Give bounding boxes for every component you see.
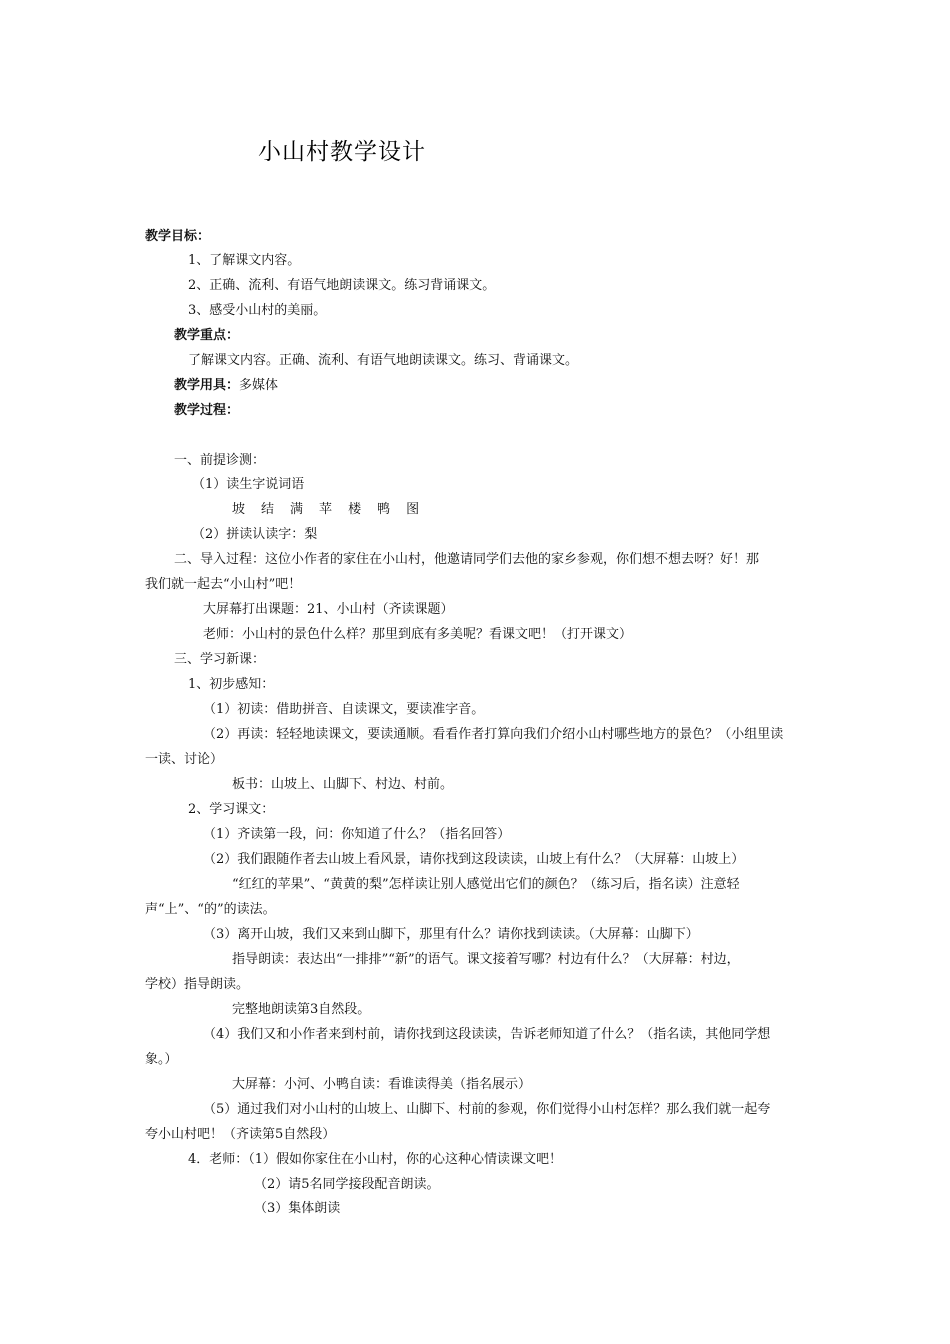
section-heading: 三、学习新课： bbox=[174, 652, 266, 667]
step-line: （1）读生字说词语 bbox=[192, 477, 305, 492]
step-line: （2）拼读认读字：梨 bbox=[192, 527, 318, 542]
objectives-heading: 教学目标： bbox=[145, 229, 211, 244]
step-line: 4．老师：（1）假如你家住在小山村，你的心这种心情读课文吧！ bbox=[188, 1152, 563, 1167]
section-heading: 二、导入过程：这位小作者的家住在小山村，他邀请同学们去他的家乡参观，你们想不想去呀？好！那 bbox=[174, 552, 760, 567]
objective-item: 2、正确、流利、有语气地朗读课文。练习背诵课文。 bbox=[188, 278, 496, 293]
character: 满 bbox=[290, 502, 304, 517]
tools-line bbox=[174, 377, 278, 395]
step-line: （4）我们又和小作者来到村前，请你找到这段读读，告诉老师知道了什么？（指名读，其他同学想 bbox=[203, 1027, 771, 1042]
character: 结 bbox=[261, 502, 275, 517]
objective-item: 3、感受小山村的美丽。 bbox=[188, 303, 327, 318]
section-heading: 一、前提诊测： bbox=[174, 453, 266, 468]
board-note: 板书：山坡上、山脚下、村边、村前。 bbox=[232, 777, 454, 792]
document-title: 小山村教学设计 bbox=[258, 139, 426, 165]
character: 图 bbox=[406, 502, 420, 517]
key-points-heading: 教学重点： bbox=[174, 328, 240, 343]
paragraph-line: “红红的苹果”、“黄黄的梨”怎样读让别人感觉出它们的颜色？（练习后，指名读）注意轻 bbox=[232, 877, 740, 892]
step-line: （1）齐读第一段，问：你知道了什么？（指名回答） bbox=[203, 827, 511, 842]
paragraph-line: 象。） bbox=[145, 1052, 178, 1067]
character: 楼 bbox=[348, 502, 362, 517]
step-line: （5）通过我们对小山村的山坡上、山脚下、村前的参观，你们觉得小山村怎样？那么我们就一起夸 bbox=[203, 1102, 771, 1117]
tools-heading: 教学用具： bbox=[174, 378, 240, 393]
step-line: （3）离开山坡，我们又来到山脚下，那里有什么？请你找到读读。（大屏幕：山脚下） bbox=[203, 927, 699, 942]
paragraph-line: 学校）指导朗读。 bbox=[145, 977, 250, 992]
new-characters bbox=[232, 501, 435, 519]
paragraph-line: 完整地朗读第3自然段。 bbox=[232, 1002, 371, 1017]
character: 鸭 bbox=[377, 502, 391, 517]
paragraph-line: 大屏幕：小河、小鸭自读：看谁读得美（指名展示） bbox=[232, 1077, 532, 1092]
character: 苹 bbox=[319, 502, 333, 517]
step-line: （2）再读：轻轻地读课文，要读通顺。看看作者打算向我们介绍小山村哪些地方的景色？（小组里读 bbox=[203, 727, 784, 742]
paragraph-line: 老师：小山村的景色什么样？那里到底有多美呢？看课文吧！（打开课文） bbox=[203, 627, 633, 642]
paragraph-line: 我们就一起去“小山村”吧！ bbox=[145, 577, 302, 592]
step-line: 2、学习课文： bbox=[188, 802, 275, 817]
objective-item: 1、了解课文内容。 bbox=[188, 253, 301, 268]
key-points-text: 了解课文内容。正确、流利、有语气地朗读课文。练习、背诵课文。 bbox=[188, 353, 579, 368]
step-line: （1）初读：借助拼音、自读课文，要读准字音。 bbox=[203, 702, 485, 717]
step-line: （2）请5名同学接段配音朗读。 bbox=[254, 1177, 440, 1192]
paragraph-line: 指导朗读：表达出“一排排”“新”的语气。课文接着写哪？村边有什么？（大屏幕：村边， bbox=[232, 952, 740, 967]
paragraph-line: 大屏幕打出课题：21、小山村（齐读课题） bbox=[203, 602, 454, 617]
paragraph-line: 夸小山村吧！（齐读第5自然段） bbox=[145, 1127, 336, 1142]
step-line: （2）我们跟随作者去山坡上看风景，请你找到这段读读，山坡上有什么？（大屏幕：山坡上） bbox=[203, 852, 745, 867]
tools-text: 多媒体 bbox=[239, 378, 279, 393]
paragraph-line: 一读、讨论） bbox=[145, 752, 224, 767]
character: 坡 bbox=[232, 502, 246, 517]
process-heading: 教学过程： bbox=[174, 403, 240, 418]
paragraph-line: 声“上”、“的”的读法。 bbox=[145, 902, 276, 917]
step-line: 1、初步感知： bbox=[188, 677, 275, 692]
step-line: （3）集体朗读 bbox=[254, 1201, 341, 1216]
